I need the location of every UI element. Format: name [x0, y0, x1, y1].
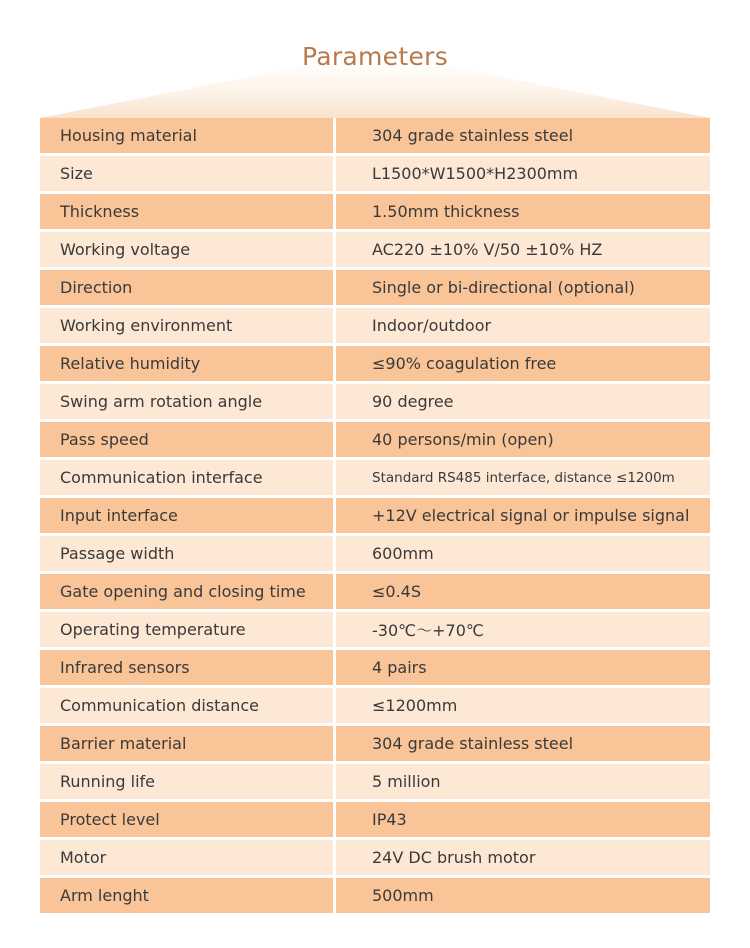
param-value: ≤1200mm — [336, 688, 710, 723]
param-value: 40 persons/min (open) — [336, 422, 710, 457]
param-value: 90 degree — [336, 384, 710, 419]
param-name: Arm lenght — [40, 878, 333, 913]
param-value: ≤0.4S — [336, 574, 710, 609]
param-name: Direction — [40, 270, 333, 305]
param-name: Operating temperature — [40, 612, 333, 647]
param-name: Communication distance — [40, 688, 333, 723]
param-name: Pass speed — [40, 422, 333, 457]
param-value: ≤90% coagulation free — [336, 346, 710, 381]
param-value: 600mm — [336, 536, 710, 571]
table-row — [40, 840, 710, 875]
param-value: AC220 ±10% V/50 ±10% HZ — [336, 232, 710, 267]
param-name: Thickness — [40, 194, 333, 229]
param-value: L1500*W1500*H2300mm — [336, 156, 710, 191]
table-row — [40, 688, 710, 723]
param-name: Gate opening and closing time — [40, 574, 333, 609]
param-value: -30℃～+70℃ — [336, 612, 710, 647]
table-row — [40, 612, 710, 647]
table-row — [40, 156, 710, 191]
param-value: +12V electrical signal or impulse signal — [336, 498, 710, 533]
page-title: Parameters — [301, 42, 449, 71]
table-row — [40, 194, 710, 229]
param-value: IP43 — [336, 802, 710, 837]
param-value: 1.50mm thickness — [336, 194, 710, 229]
table-row — [40, 764, 710, 799]
table-row — [40, 574, 710, 609]
table-row — [40, 422, 710, 457]
param-value: 500mm — [336, 878, 710, 913]
param-value: 5 million — [336, 764, 710, 799]
table-row — [40, 460, 710, 495]
parameters-table — [40, 118, 710, 916]
param-name: Infrared sensors — [40, 650, 333, 685]
param-name: Input interface — [40, 498, 333, 533]
param-value: Single or bi-directional (optional) — [336, 270, 710, 305]
table-row — [40, 498, 710, 533]
param-name: Protect level — [40, 802, 333, 837]
param-value: 4 pairs — [336, 650, 710, 685]
param-name: Size — [40, 156, 333, 191]
param-name: Housing material — [40, 118, 333, 153]
table-row — [40, 726, 710, 761]
param-value: 304 grade stainless steel — [336, 726, 710, 761]
param-name: Working voltage — [40, 232, 333, 267]
table-row — [40, 308, 710, 343]
table-row — [40, 650, 710, 685]
table-row — [40, 118, 710, 153]
param-name: Communication interface — [40, 460, 333, 495]
table-row — [40, 878, 710, 913]
table-row — [40, 232, 710, 267]
param-name: Passage width — [40, 536, 333, 571]
param-value: 24V DC brush motor — [336, 840, 710, 875]
param-value: 304 grade stainless steel — [336, 118, 710, 153]
table-row — [40, 346, 710, 381]
table-row — [40, 270, 710, 305]
table-row — [40, 536, 710, 571]
param-value: Indoor/outdoor — [336, 308, 710, 343]
table-row — [40, 802, 710, 837]
param-value: Standard RS485 interface, distance ≤1200m — [336, 460, 710, 495]
param-name: Swing arm rotation angle — [40, 384, 333, 419]
param-name: Running life — [40, 764, 333, 799]
param-name: Working environment — [40, 308, 333, 343]
param-name: Relative humidity — [40, 346, 333, 381]
param-name: Motor — [40, 840, 333, 875]
table-row — [40, 384, 710, 419]
param-name: Barrier material — [40, 726, 333, 761]
